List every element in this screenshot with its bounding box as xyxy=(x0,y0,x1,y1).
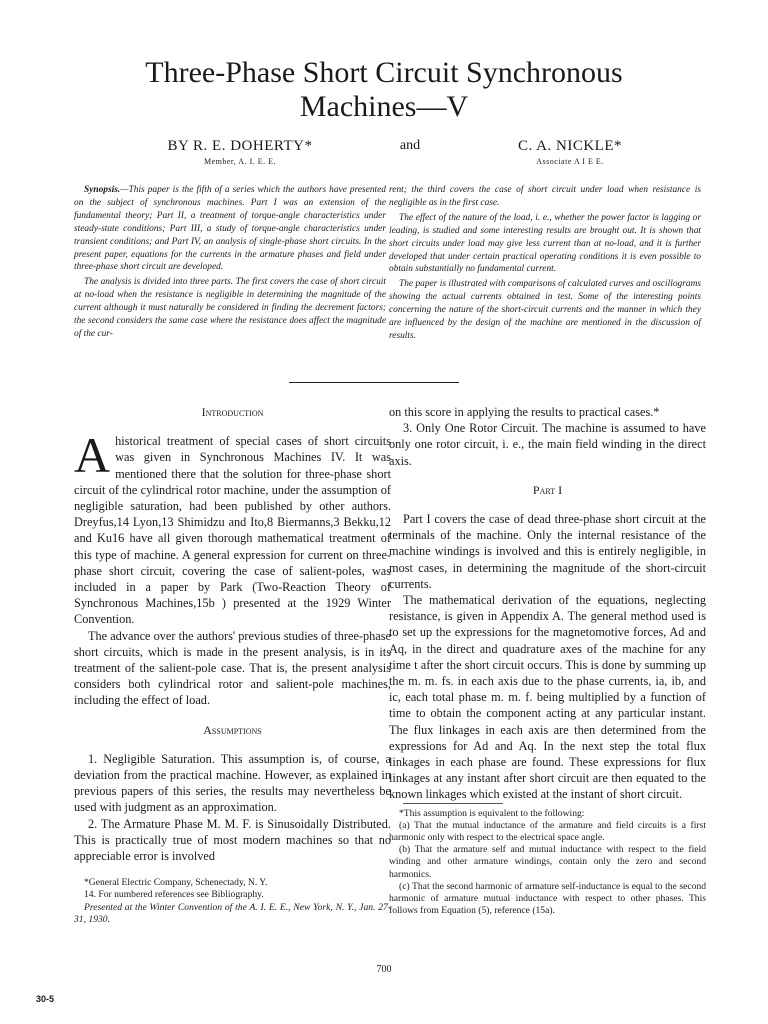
footnote: (a) That the mutual inductance of the armature and field circuits is a first harmonic only with respect to the electrical space angle. xyxy=(389,819,706,844)
footnote: *General Electric Company, Schenectady, N. Y. xyxy=(84,877,268,889)
synopsis-left xyxy=(74,184,386,341)
footnote: (b) That the armature self and mutual inductance with respect to the field winding and other armature windings, contain only the zero and second harmonics. xyxy=(389,844,706,880)
left-footnotes xyxy=(74,877,391,926)
introduction-heading: Introduction xyxy=(201,405,264,419)
author-affiliation: Member, A. I. E. E. xyxy=(203,157,277,166)
synopsis-paragraph xyxy=(74,184,386,274)
author-nickle xyxy=(480,138,660,166)
paper-title xyxy=(0,56,768,124)
continuation-text: on this score in applying the results to practical cases.* xyxy=(389,405,660,419)
corner-mark: 30-5 xyxy=(36,994,55,1004)
author-name: C. A. NICKLE* xyxy=(518,138,622,154)
synopsis-text: —This paper is the fifth of a series which the authors have presented on the subject of synchronous machines. Part I was an extension of the fundamental theory; Part II, a treatment of torque-angle characteristics under steady-state conditions; Part III, a study of torque-angle characteristics under transient conditions; and Part IV, an analysis of single-phase short circuits. In the present paper, equations for the currents in the armature phases and field under three-phase short circuit are developed. xyxy=(74,185,386,273)
title-line-2: Machines—V xyxy=(299,90,469,123)
footnote: (c) That the second harmonic of armature self-inductance is equal to the second harmonic of armature mutual inductance with respect to other phases. This follows from Equation (5), reference (15a). xyxy=(389,880,706,917)
synopsis-paragraph: The paper is illustrated with comparisons of calculated curves and oscillograms showing the actual currents obtained in test. Some of the interesting points concerning the nature of the short-circuit currents and the manner in which they are influenced by the design of the machine are mentioned in the discussion of results. xyxy=(389,279,701,341)
introduction-paragraph xyxy=(74,427,391,627)
footnote-rule xyxy=(403,803,503,804)
footnote: 14. For numbered references see Bibliography. xyxy=(84,889,264,901)
title-line-1: Three-Phase Short Circuit Synchronous xyxy=(145,56,623,89)
footnote: *This assumption is equivalent to the following: xyxy=(399,807,585,819)
synopsis-paragraph: rent; the third covers the case of short circuit under load when resistance is negligible as in the first case. xyxy=(389,185,701,208)
assumption-item: 2. The Armature Phase M. M. F. is Sinusoidally Distributed. This is practically true of most modern machines so that no appreciable error is involved xyxy=(74,816,391,864)
assumptions-heading: Assumptions xyxy=(203,722,262,737)
footnote: Presented at the Winter Convention of the A. I. E. E., New York, N. Y., Jan. 27-31, 1930. xyxy=(74,901,391,925)
synopsis-lead: Synopsis. xyxy=(84,185,121,195)
right-column xyxy=(389,404,706,918)
synopsis-right xyxy=(389,184,701,343)
synopsis-paragraph: The analysis is divided into three parts. The first covers the case of short circuit at no-load when the resistance is negligible in determining the magnitude of the current although it must naturally be considered in finding the decrement factors; the second considers the same case where the resistance does affect the magnitude of the cur- xyxy=(74,277,386,339)
left-column xyxy=(74,404,391,926)
author-affiliation: Associate A I E E. xyxy=(536,157,604,166)
assumption-item: 1. Negligible Saturation. This assumption is, of course, a deviation from the practical machine. However, as explained in previous papers of this series, the results may nevertheless be used with judgment as an approximation. xyxy=(74,751,391,815)
synopsis-paragraph: The effect of the nature of the load, i. e., whether the power factor is lagging or leading, is studied and some interesting results are brought out. It is shown that short circuits under load may give less current than at no-load, and it is further developed that under certain practical operating conditions it is even possible to obtain substantially no fundamental current. xyxy=(389,212,701,275)
author-name: BY R. E. DOHERTY* xyxy=(167,138,313,154)
body-paragraph: Part I covers the case of dead three-phase short circuit at the terminals of the machine. Only the internal resistance of the machine windings is involved and this is entirely negligible, in most cases, in determining the magnitude of the short-circuit currents. xyxy=(389,512,706,591)
author-joiner: and xyxy=(399,138,421,153)
introduction-paragraph: The advance over the authors' previous studies of three-phase short circuits, which is made in the present analysis, is in its treatment of the salient-pole case. That is, the present analysis considers both cylindrical rotor and salient-pole machines, including the effect of load. xyxy=(74,628,391,708)
drop-cap: A xyxy=(74,427,111,484)
introduction-text: historical treatment of special cases of short circuits was given in Synchronous Machines IV. It was mentioned there that the solution for three-phase short circuit of the cylindrical rotor machine, under the assumption of negligible saturation, had been published by other authors. Dreyfus,14 Lyon,13 Shimidzu and Ito,8 Biermanns,3 Bekku,12 and Ku16 have all given thorough mathematical treatment of this type of machine. A general expression for current on three-phase short circuit, covering the case of salient-poles, was included in a paper by Park (Two-Reaction Theory of Synchronous Machines,15b ) presented at the 1929 Winter Convention. xyxy=(74,434,391,627)
right-footnotes xyxy=(389,808,706,918)
part1-heading: Part I xyxy=(532,482,563,497)
body-paragraph: The mathematical derivation of the equations, neglecting resistance, is given in Appendix A. The general method used is to set up the expressions for the magnetomotive forces, Ad and Aq, in the direct and quadrature axes of the machine for any time t after the short circuit occurs. This is done by summing up the m. m. fs. in each axis due to the phase currents, ia, ib, and ic, each total phase m. m. f. being multiplied by a function of time to obtain the component acting at any particular instant. The flux linkages in each axis are then determined from the expressions for Ad and Aq. In the next step the total flux linkages in each phase are found. These expressions for flux linkages at any instant after short circuit are then equated to the known linkages which existed at the instant of short circuit. xyxy=(389,593,706,802)
author-block xyxy=(0,138,768,178)
author-doherty xyxy=(130,138,350,166)
assumption-item: 3. Only One Rotor Circuit. The machine is assumed to have only one rotor circuit, i. e., the main field winding in the direct axis. xyxy=(389,421,706,468)
section-divider xyxy=(289,382,459,383)
page-number: 700 xyxy=(376,964,392,975)
